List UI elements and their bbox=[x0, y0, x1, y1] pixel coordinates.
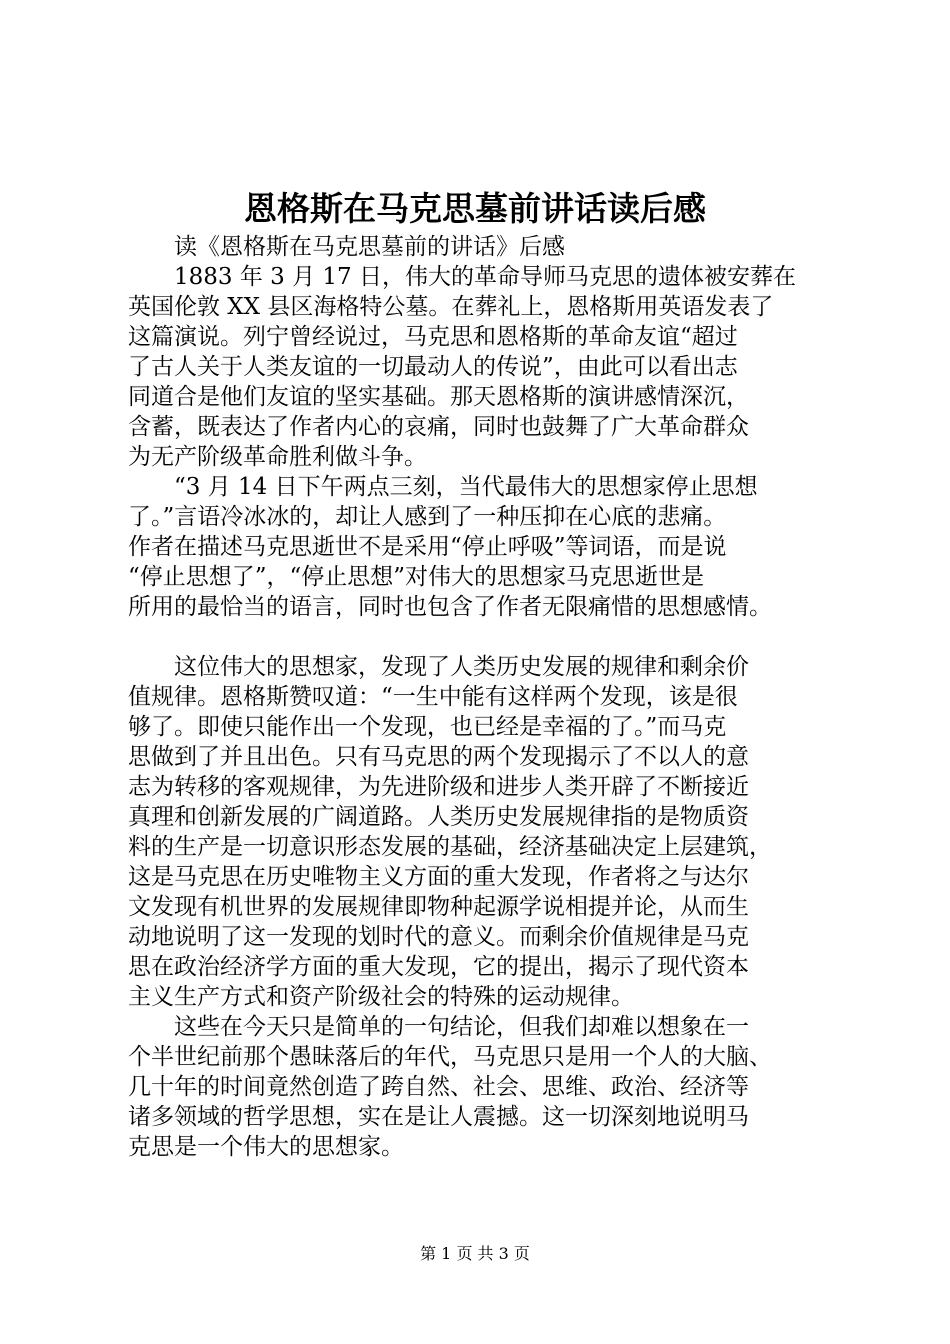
paragraph-spacer bbox=[128, 622, 848, 652]
paragraph-line: 同道合是他们友谊的坚实基础。那天恩格斯的演讲感情深沉， bbox=[128, 384, 749, 410]
paragraph-line: 这位伟大的思想家，发现了人类历史发展的规律和剩余价 bbox=[128, 654, 749, 680]
paragraph-line: 值规律。恩格斯赞叹道：“一生中能有这样两个发现，该是很 bbox=[128, 684, 738, 710]
paragraph-line: 作者在描述马克思逝世不是采用“停止呼吸”等词语，而是说 bbox=[128, 534, 727, 560]
page-number-footer: 第 1 页 共 3 页 bbox=[420, 1244, 530, 1263]
paragraph-line: 个半世纪前那个愚昧落后的年代，马克思只是用一个人的大脑、 bbox=[128, 1044, 772, 1070]
paragraph-line: 为无产阶级革命胜利做斗争。 bbox=[128, 444, 427, 470]
paragraph-line: 这篇演说。列宁曾经说过，马克思和恩格斯的革命友谊“超过 bbox=[128, 324, 738, 350]
paragraph-line: 志为转移的客观规律，为先进阶级和进步人类开辟了不断接近 bbox=[128, 774, 749, 800]
paragraph-line: 这些在今天只是简单的一句结论，但我们却难以想象在一 bbox=[128, 1014, 749, 1040]
paragraph-line: 这是马克思在历史唯物主义方面的重大发现，作者将之与达尔 bbox=[128, 864, 749, 890]
paragraph-line: 克思是一个伟大的思想家。 bbox=[128, 1134, 404, 1160]
paragraph-3 bbox=[128, 472, 848, 622]
paragraph-line: 真理和创新发展的广阔道路。人类历史发展规律指的是物质资 bbox=[128, 804, 749, 830]
paragraph-line: “停止思想了”，“停止思想”对伟大的思想家马克思逝世是 bbox=[128, 564, 705, 590]
paragraph-2 bbox=[128, 262, 848, 472]
paragraph-line: 英国伦敦 XX 县区海格特公墓。在葬礼上，恩格斯用英语发表了 bbox=[128, 294, 774, 320]
paragraph-line: 文发现有机世界的发展规律即物种起源学说相提并论，从而生 bbox=[128, 894, 749, 920]
paragraph-line: 思做到了并且出色。只有马克思的两个发现揭示了不以人的意 bbox=[128, 744, 749, 770]
paragraph-line: 思在政治经济学方面的重大发现，它的提出，揭示了现代资本 bbox=[128, 954, 749, 980]
paragraph-line: 主义生产方式和资产阶级社会的特殊的运动规律。 bbox=[128, 984, 634, 1010]
paragraph-line: 1883 年 3 月 17 日，伟大的革命导师马克思的遗体被安葬在 bbox=[128, 264, 796, 290]
paragraph-line: 所用的最恰当的语言，同时也包含了作者无限痛惜的思想感情。 bbox=[128, 594, 772, 620]
document-body bbox=[128, 232, 848, 1162]
document-title: 恩格斯在马克思墓前讲话读后感 bbox=[244, 189, 706, 228]
paragraph-line: 够了。即使只能作出一个发现，也已经是幸福的了。”而马克 bbox=[128, 714, 727, 740]
paragraph-1 bbox=[128, 232, 848, 262]
paragraph-line: 动地说明了这一发现的划时代的意义。而剩余价值规律是马克 bbox=[128, 924, 749, 950]
paragraph-line: 诸多领域的哲学思想，实在是让人震撼。这一切深刻地说明马 bbox=[128, 1104, 749, 1130]
paragraph-line: “3 月 14 日下午两点三刻，当代最伟大的思想家停止思想 bbox=[128, 474, 758, 500]
paragraph-5 bbox=[128, 1012, 848, 1162]
paragraph-4 bbox=[128, 652, 848, 1012]
paragraph-line: 了古人关于人类友谊的一切最动人的传说”，由此可以看出志 bbox=[128, 354, 738, 380]
paragraph-line: 含蓄，既表达了作者内心的哀痛，同时也鼓舞了广大革命群众 bbox=[128, 414, 749, 440]
paragraph-line: 几十年的时间竟然创造了跨自然、社会、思维、政治、经济等 bbox=[128, 1074, 749, 1100]
paragraph-line: 读《恩格斯在马克思墓前的讲话》后感 bbox=[128, 234, 565, 260]
paragraph-line: 料的生产是一切意识形态发展的基础，经济基础决定上层建筑， bbox=[128, 834, 772, 860]
paragraph-line: 了。”言语冷冰冰的，却让人感到了一种压抑在心底的悲痛。 bbox=[128, 504, 727, 530]
